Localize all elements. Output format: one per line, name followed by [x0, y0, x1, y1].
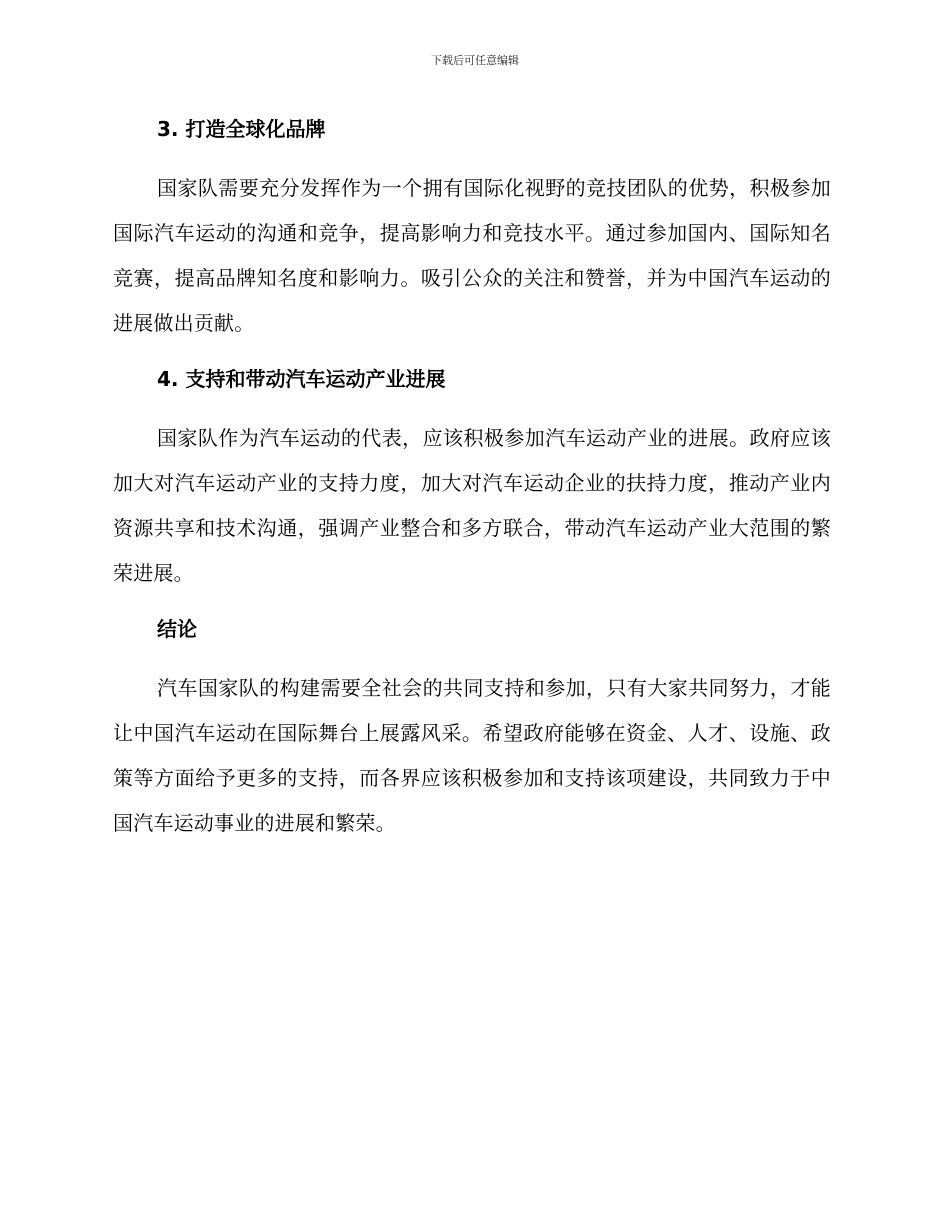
section-paragraph-conclusion: 汽车国家队的构建需要全社会的共同支持和参加，只有大家共同努力，才能让中国汽车运动在国际舞台上展露风采。希望政府能够在资金、人才、设施、政策等方面给予更多的支持，而各界应该积极参加和支持该项建设，共同致力于中国汽车运动事业的进展和繁荣。 — [113, 676, 831, 835]
section-paragraph-industry-support: 国家队作为汽车运动的代表，应该积极参加汽车运动产业的进展。政府应该加大对汽车运动产业的支持力度，加大对汽车运动企业的扶持力度，推动产业内资源共享和技术沟通，强调产业整合和多方联合，带动汽车运动产业大范围的繁荣进展。 — [113, 426, 831, 585]
section-heading-global-brand: 3. 打造全球化品牌 — [157, 117, 326, 141]
page-header: 下载后可任意编辑 — [431, 54, 519, 67]
section-paragraph-global-brand: 国家队需要充分发挥作为一个拥有国际化视野的竞技团队的优势，积极参加国际汽车运动的沟通和竞争，提高影响力和竞技水平。通过参加国内、国际知名竞赛，提高品牌知名度和影响力。吸引公众的关注和赞誉，并为中国汽车运动的进展做出贡献。 — [113, 176, 831, 335]
section-heading-conclusion: 结论 — [157, 617, 197, 641]
document-body — [113, 114, 831, 864]
section-heading-industry-support: 4. 支持和带动汽车运动产业进展 — [157, 367, 446, 391]
